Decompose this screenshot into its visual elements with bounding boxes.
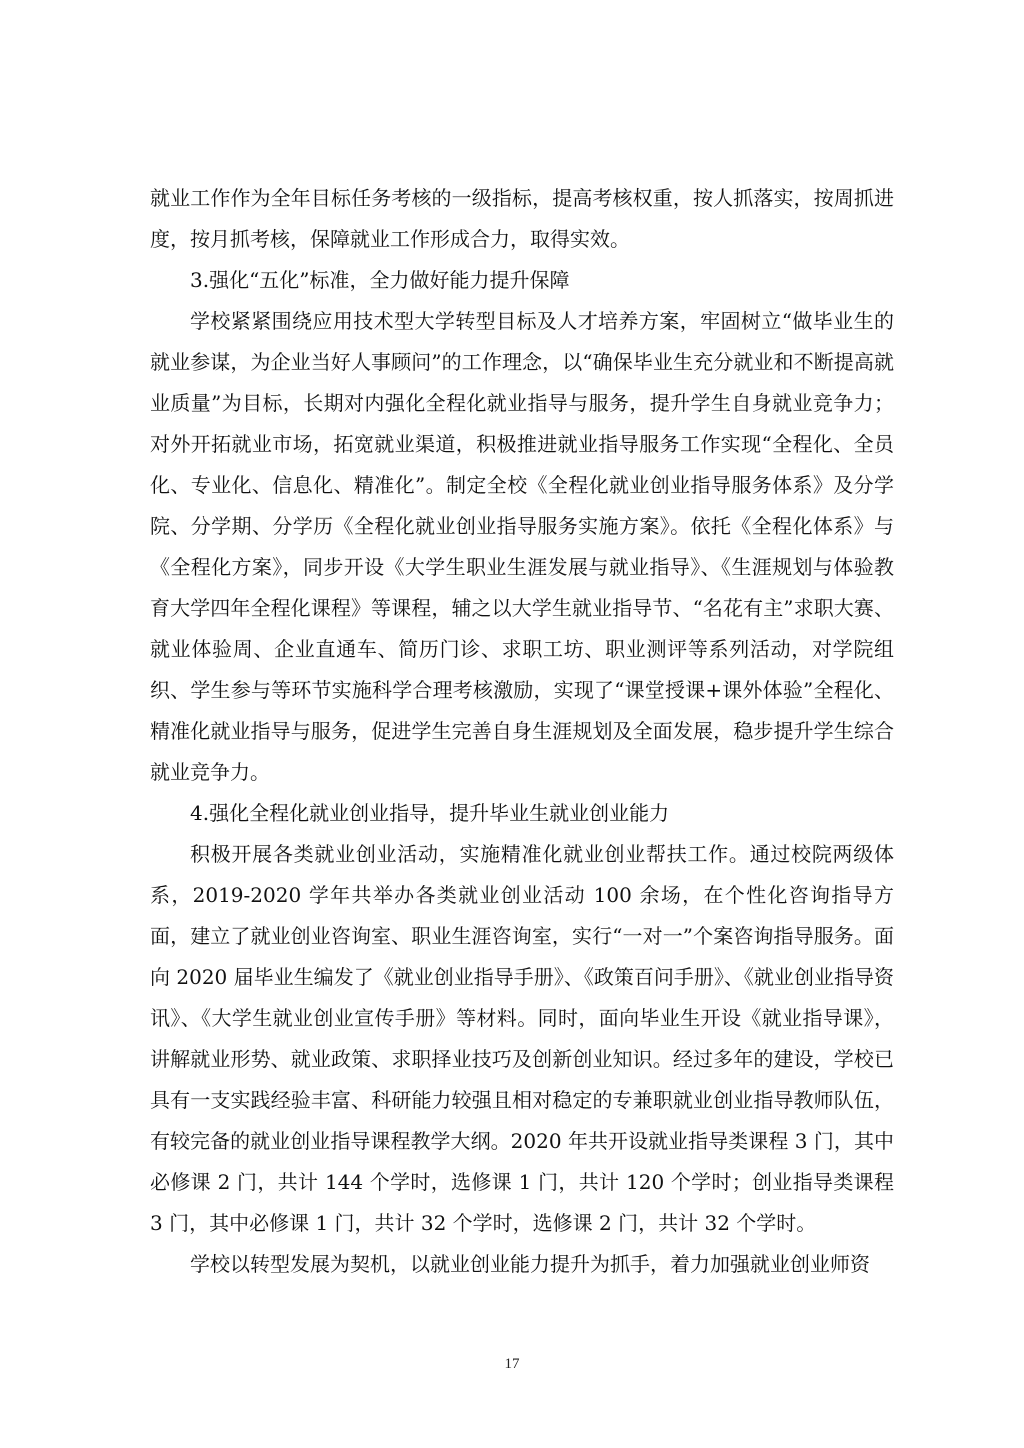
document-body <box>150 178 894 1285</box>
section-heading-4: 4.强化全程化就业创业指导，提升毕业生就业创业能力 <box>190 801 670 825</box>
body-paragraph-continued: 就业工作作为全年目标任务考核的一级指标，提高考核权重，按人抓落实，按周抓进度，按月抓考核，保障就业工作形成合力，取得实效。 <box>150 186 894 251</box>
body-paragraph: 学校以转型发展为契机，以就业创业能力提升为抓手，着力加强就业创业师资 <box>190 1252 870 1276</box>
body-paragraph: 学校紧紧围绕应用技术型大学转型目标及人才培养方案，牢固树立“做毕业生的就业参谋，为企业当好人事顾问”的工作理念，以“确保毕业生充分就业和不断提高就业质量”为目标，长期对内强化全程化就业指导与服务，提升学生自身就业竞争力；对外开拓就业市场，拓宽就业渠道，积极推进就业指导服务工作实现“全程化、全员化、专业化、信息化、精准化”。制定全校《全程化就业创业指导服务体系》及分学院、分学期、分学历《全程化就业创业指导服务实施方案》。依托《全程化体系》与《全程化方案》，同步开设《大学生职业生涯发展与就业指导》、《生涯规划与体验教育大学四年全程化课程》等课程，辅之以大学生就业指导节、“名花有主”求职大赛、就业体验周、企业直通车、简历门诊、求职工坊、职业测评等系列活动，对学院组织、学生参与等环节实施科学合理考核激励，实现了“课堂授课+课外体验”全程化、精准化就业指导与服务，促进学生完善自身生涯规划及全面发展，稳步提升学生综合就业竞争力。 <box>150 309 894 784</box>
body-paragraph: 积极开展各类就业创业活动，实施精准化就业创业帮扶工作。通过校院两级体系，2019-2020 学年共举办各类就业创业活动 100 余场，在个性化咨询指导方面，建立了就业创业咨询室、职业生涯咨询室，实行“一对一”个案咨询指导服务。面向 2020 届毕业生编发了《就业创业指导手册》、《政策百问手册》、《就业创业指导资讯》、《大学生就业创业宣传手册》等材料。同时，面向毕业生开设《就业指导课》，讲解就业形势、就业政策、求职择业技巧及创新创业知识。经过多年的建设，学校已具有一支实践经验丰富、科研能力较强且相对稳定的专兼职就业创业指导教师队伍，有较完备的就业创业指导课程教学大纲。2020 年共开设就业指导类课程 3 门，其中必修课 2 门，共计 144 个学时，选修课 1 门，共计 120 个学时；创业指导类课程 3 门，其中必修课 1 门，共计 32 个学时，选修课 2 门，共计 32 个学时。 <box>150 842 894 1235</box>
section-heading-3: 3.强化“五化”标准，全力做好能力提升保障 <box>190 268 570 292</box>
page-number: 17 <box>504 1356 520 1372</box>
